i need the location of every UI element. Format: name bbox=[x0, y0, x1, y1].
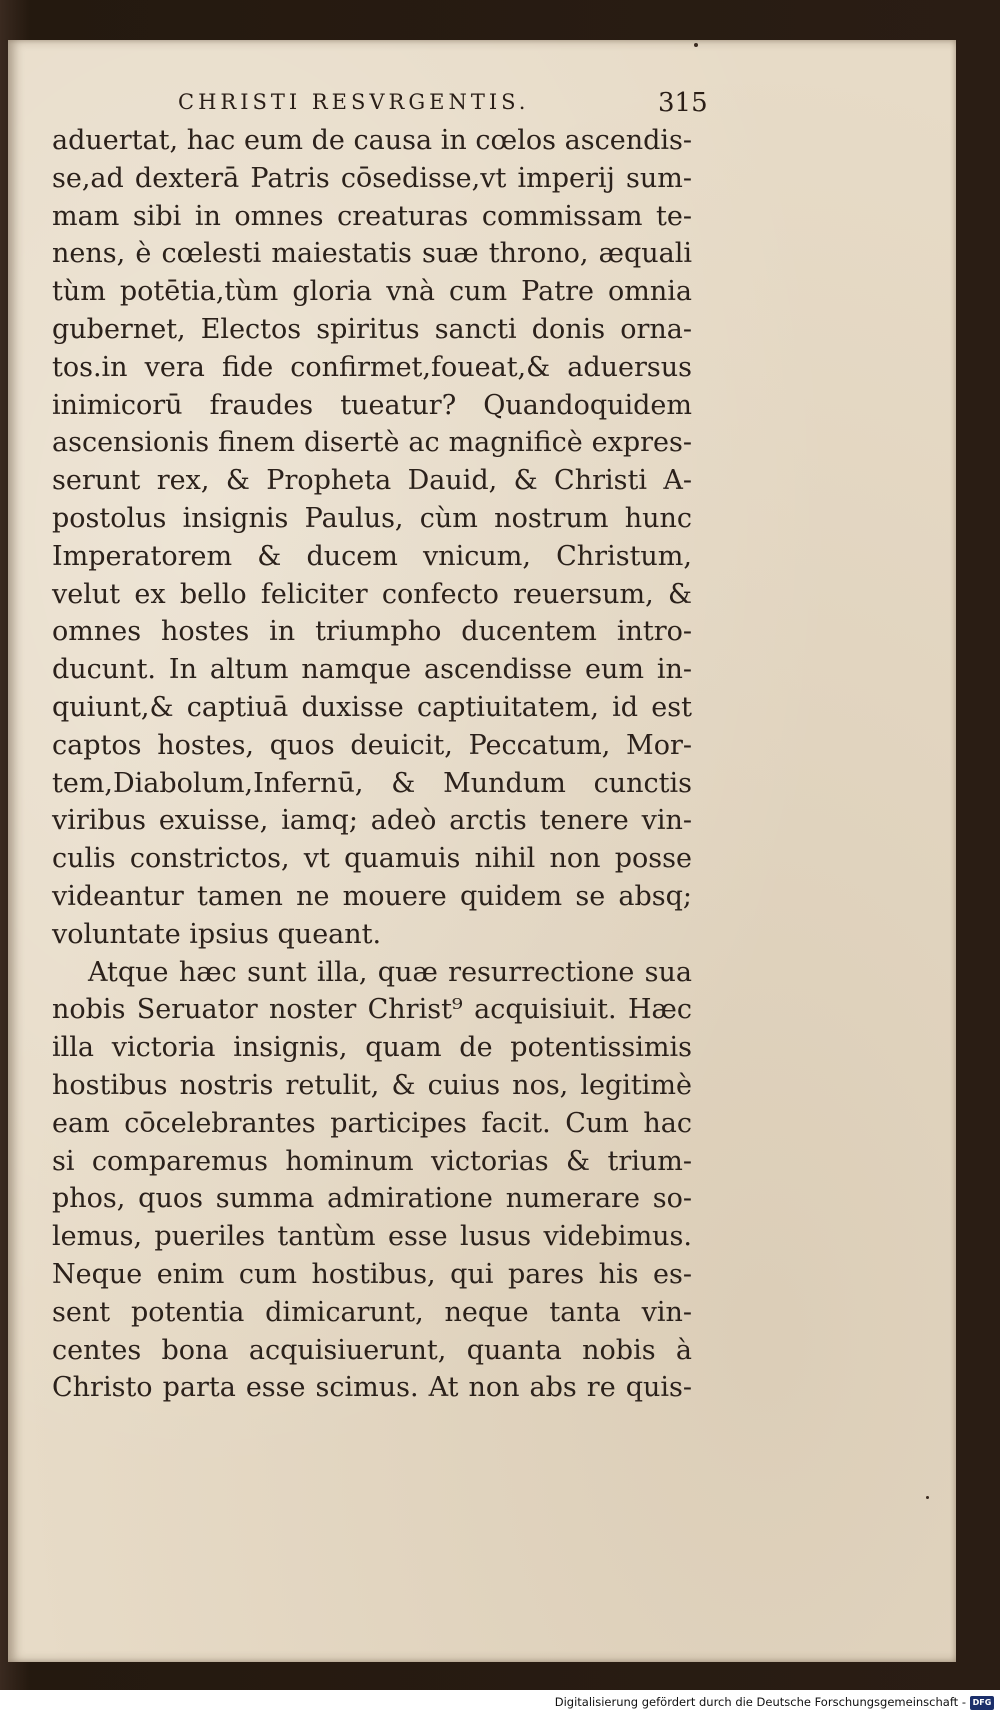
footer-credit: Digitalisierung gefördert durch die Deutsche Forschungsgemeinschaft - bbox=[554, 1695, 966, 1709]
text-line: Christo parta esse scimus. At non abs re quis- bbox=[52, 1372, 692, 1404]
text-line: ascensionis finem disertè ac magnificè expres- bbox=[52, 427, 692, 459]
book-page bbox=[8, 40, 956, 1662]
text-line: si comparemus hominum victorias & trium- bbox=[52, 1145, 692, 1177]
paragraph-start-line: Atque hæc sunt illa, quæ resurrectione sua bbox=[88, 956, 692, 988]
text-line: se,ad dexterā Patris cōsedisse,vt imperij sum- bbox=[52, 162, 692, 194]
text-line: quiunt,& captiuā duxisse captiuitatem, id est bbox=[52, 691, 692, 723]
text-line: gubernet, Electos spiritus sancti donis orna- bbox=[52, 313, 692, 345]
paper-speck bbox=[926, 1496, 929, 1499]
text-line: voluntate ipsius queant. bbox=[52, 918, 382, 950]
text-line: velut ex bello feliciter confecto reuersum, & bbox=[52, 578, 692, 610]
text-line: Neque enim cum hostibus, qui pares his es- bbox=[52, 1258, 692, 1290]
text-line: omnes hostes in triumpho ducentem intro- bbox=[52, 616, 692, 648]
text-line: lemus, pueriles tantùm esse lusus videbimus. bbox=[52, 1221, 692, 1253]
digitization-footer bbox=[0, 1690, 1000, 1718]
text-line: serunt rex, & Propheta Dauid, & Christi A- bbox=[52, 465, 692, 497]
text-line: nobis Seruator noster Christ⁹ acquisiuit. Hæc bbox=[52, 994, 692, 1026]
running-head bbox=[8, 90, 956, 120]
text-line: captos hostes, quos deuicit, Peccatum, Mor- bbox=[52, 729, 692, 761]
text-line: Imperatorem & ducem vnicum, Christum, bbox=[52, 540, 692, 572]
text-line: postolus insignis Paulus, cùm nostrum hunc bbox=[52, 502, 692, 534]
page-number: 315 bbox=[658, 88, 708, 118]
text-line: viribus exuisse, iamq; adeò arctis tenere vin- bbox=[52, 805, 692, 837]
running-head-title: CHRISTI RESVRGENTIS. bbox=[178, 90, 530, 114]
text-line: sent potentia dimicarunt, neque tanta vin- bbox=[52, 1296, 692, 1328]
text-line: inimicorū fraudes tueatur? Quandoquidem bbox=[52, 389, 692, 421]
text-line: culis constrictos, vt quamuis nihil non posse bbox=[52, 843, 692, 875]
text-line: illa victoria insignis, quam de potentissimis bbox=[52, 1032, 692, 1064]
text-line: tùm potētia,tùm gloria vnà cum Patre omnia bbox=[52, 276, 692, 308]
text-line: mam sibi in omnes creaturas commissam te- bbox=[52, 200, 692, 232]
text-line: tem,Diabolum,Infernū, & Mundum cunctis bbox=[52, 767, 692, 799]
text-line: hostibus nostris retulit, & cuius nos, legitimè bbox=[52, 1069, 692, 1101]
text-line: aduertat, hac eum de causa in cœlos ascendis- bbox=[52, 125, 692, 156]
paper-speck bbox=[694, 43, 698, 47]
text-line: tos.in vera fide confirmet,foueat,& aduersus bbox=[52, 351, 692, 383]
text-line: centes bona acquisiuerunt, quanta nobis à bbox=[52, 1334, 692, 1366]
text-line: eam cōcelebrantes participes facit. Cum hac bbox=[52, 1107, 692, 1139]
text-line: phos, quos summa admiratione numerare so- bbox=[52, 1183, 692, 1215]
dfg-logo-icon: DFG bbox=[970, 1696, 994, 1710]
text-line: videantur tamen ne mouere quidem se absq; bbox=[52, 880, 692, 912]
body-text bbox=[52, 122, 692, 1407]
text-line: nens, è cœlesti maiestatis suæ throno, æquali bbox=[52, 238, 692, 270]
text-line: ducunt. In altum namque ascendisse eum in- bbox=[52, 654, 692, 686]
